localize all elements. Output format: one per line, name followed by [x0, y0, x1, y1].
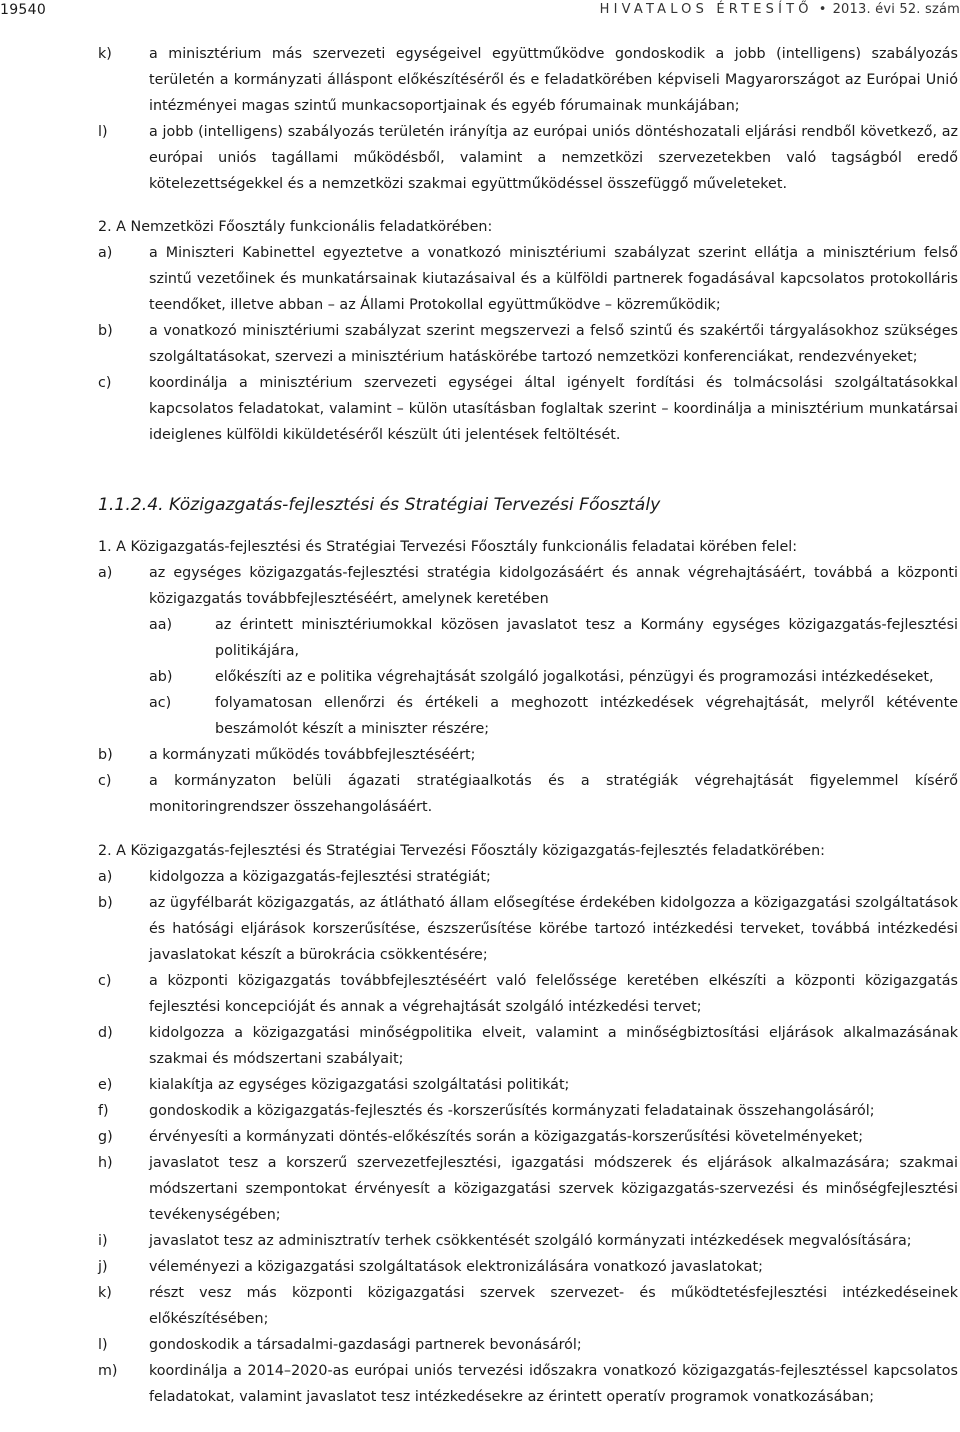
- sub-item-label: ab): [149, 669, 173, 685]
- item-label: b): [98, 895, 113, 911]
- item-text: koordinálja a minisztérium szervezeti egységei által igényelt fordítási és tolmácsolási szolgáltatásokkal kapcsolatos feladatokat, valamint – külön utasításban foglaltak szerint – koordinálja a minisztérium munkatársai ideiglenes külföldi kiküldetéséről készült úti jelentések feltöltését.: [149, 375, 958, 443]
- journal-title: HIVATALOS ÉRTESÍTŐ: [599, 2, 813, 17]
- journal-header: [600, 0, 960, 20]
- section-heading: 1.1.2.4. Közigazgatás-fejlesztési és Stratégiai Tervezési Főosztály: [98, 495, 661, 515]
- list-item: [98, 1098, 958, 1124]
- sub-item-text: folyamatosan ellenőrzi és értékeli a meghozott intézkedések végrehajtását, melyről kétévente beszámolót készít a miniszter részére;: [215, 695, 958, 737]
- sub-item-text: előkészíti az e politika végrehajtását szolgáló jogalkotási, pénzügyi és programozási intézkedéseket,: [215, 669, 934, 685]
- item-label: c): [98, 973, 112, 989]
- page-header: [0, 0, 960, 24]
- item-text: gondoskodik a társadalmi-gazdasági partnerek bevonásáról;: [149, 1337, 582, 1353]
- list-item: [98, 1020, 958, 1072]
- item-label: g): [98, 1129, 113, 1145]
- item-text: a jobb (intelligens) szabályozás területén irányítja az európai uniós döntéshozatali eljárási rendből következő, az európai uniós tagállami működésből, valamint a nemzetközi szervezetekben való tagságból eredő kötelezettségekkel és a nemzetközi szakmai együttműködéssel összefüggő műveleteket.: [149, 124, 958, 192]
- list-item: [98, 240, 958, 318]
- section-intro: 2. A Nemzetközi Főosztály funkcionális feladatkörében:: [98, 219, 493, 235]
- sub-item: [149, 664, 958, 690]
- item-label: c): [98, 773, 112, 789]
- item-text: javaslatot tesz a korszerű szervezetfejlesztési, igazgatási módszerek és eljárások alkalmazására; szakmai módszertani szempontokat érvényesít a közigazgatási szervek közigazgatás-szervezési és minőségfejlesztési tevékenységében;: [149, 1155, 958, 1223]
- item-label: c): [98, 375, 112, 391]
- item-text: a központi közigazgatás továbbfejlesztéséért való felelőssége keretében elkészíti a központi közigazgatás fejlesztési koncepcióját és annak a végrehajtását szolgáló intézkedési tervet;: [149, 973, 958, 1015]
- item-text: javaslatot tesz az adminisztratív terhek csökkentését szolgáló kormányzati intézkedések megvalósítására;: [149, 1233, 912, 1249]
- list-item: [98, 1124, 958, 1150]
- list-item: [98, 864, 958, 890]
- item-label: a): [98, 565, 113, 581]
- item-text: az egységes közigazgatás-fejlesztési stratégia kidolgozásáért és annak végrehajtásáért, továbbá a központi közigazgatás továbbfejlesztéséért, amelynek keretében: [149, 565, 958, 607]
- header-bullet: •: [818, 2, 827, 17]
- list-item: [98, 119, 958, 197]
- item-text: a Miniszteri Kabinettel egyeztetve a vonatkozó minisztériumi szabályzat szerint ellátja a minisztérium felső szintű vezetőinek és munkatársainak kiutazásaival és a külföldi partnerek fogadásával kapcsolatos protokolláris teendőket, illetve abban – az Állami Protokollal együttműködve – közreműködik;: [149, 245, 958, 313]
- item-label: a): [98, 245, 113, 261]
- sub-item-label: aa): [149, 617, 173, 633]
- item-label: f): [98, 1103, 109, 1119]
- list-item: [98, 1150, 958, 1228]
- item-label: a): [98, 869, 113, 885]
- item-label: l): [98, 124, 108, 140]
- sub-item: [149, 612, 958, 664]
- list-item: [98, 370, 958, 448]
- issue-label: 2013. évi 52. szám: [832, 2, 960, 17]
- item-text: a vonatkozó minisztériumi szabályzat szerint megszervezi a felső szintű és szakértői tárgyalásokhoz szükséges szolgáltatásokat, szervezi a minisztérium hatáskörébe tartozó nemzetközi konferenciákat, rendezvényeket;: [149, 323, 958, 365]
- item-text: véleményezi a közigazgatási szolgáltatások elektronizálására vonatkozó javaslatokat;: [149, 1259, 763, 1275]
- item-text: érvényesíti a kormányzati döntés-előkészítés során a közigazgatás-korszerűsítési követelményeket;: [149, 1129, 864, 1145]
- list-item: [98, 1332, 958, 1358]
- item-label: h): [98, 1155, 113, 1171]
- item-text: a minisztérium más szervezeti egységeivel együttműködve gondoskodik a jobb (intelligens) szabályozás területén a kormányzati álláspont előkészítéséről és e feladatkörében képviseli Magyarországot az Európai Unió intézményei magas szintű munkacsoportjainak és egyéb fórumainak munkájában;: [149, 46, 958, 114]
- list-item: [98, 768, 958, 820]
- item-text: kialakítja az egységes közigazgatási szolgáltatási politikát;: [149, 1077, 570, 1093]
- list-item: [98, 968, 958, 1020]
- item-label: j): [98, 1259, 108, 1275]
- item-label: i): [98, 1233, 108, 1249]
- item-text: a kormányzati működés továbbfejlesztéséért;: [149, 747, 476, 763]
- list-item: [98, 41, 958, 119]
- item-label: k): [98, 1285, 112, 1301]
- item-label: b): [98, 747, 113, 763]
- item-label: b): [98, 323, 113, 339]
- list-item: [98, 1254, 958, 1280]
- item-text: gondoskodik a közigazgatás-fejlesztés és -korszerűsítés kormányzati feladatainak összehangolásáról;: [149, 1103, 875, 1119]
- item-text: kidolgozza a közigazgatás-fejlesztési stratégiát;: [149, 869, 491, 885]
- item-text: részt vesz más központi közigazgatási szervek szervezet- és működtetésfejlesztési intézkedéseinek előkészítésében;: [149, 1285, 958, 1327]
- item-label: m): [98, 1363, 118, 1379]
- item-label: d): [98, 1025, 113, 1041]
- page-number: 19540: [0, 2, 47, 18]
- item-text: kidolgozza a közigazgatási minőségpolitika elveit, valamint a minőségbiztosítási eljárások alkalmazásának szakmai és módszertani szabályait;: [149, 1025, 958, 1067]
- section-intro: 2. A Közigazgatás-fejlesztési és Stratégiai Tervezési Főosztály közigazgatás-fejlesztés feladatkörében:: [98, 843, 825, 859]
- sub-item-label: ac): [149, 695, 172, 711]
- list-item: [98, 1280, 958, 1332]
- list-item: [98, 890, 958, 968]
- list-item: [98, 560, 958, 612]
- section-intro: 1. A Közigazgatás-fejlesztési és Stratégiai Tervezési Főosztály funkcionális feladatai körében felel:: [98, 539, 798, 555]
- sub-item: [149, 690, 958, 742]
- list-item: [98, 318, 958, 370]
- sub-item-text: az érintett minisztériumokkal közösen javaslatot tesz a Kormány egységes közigazgatás-fejlesztési politikájára,: [215, 617, 958, 659]
- list-item: [98, 1072, 958, 1098]
- item-text: koordinálja a 2014–2020-as európai uniós tervezési időszakra vonatkozó közigazgatás-fejlesztéssel kapcsolatos feladatokat, valamint javaslatot tesz intézkedésekre az érintett operatív programok vonatkozásában;: [149, 1363, 958, 1405]
- list-item: [98, 742, 958, 768]
- item-text: a kormányzaton belüli ágazati stratégiaalkotás és a stratégiák végrehajtását figyelemmel kísérő monitoringrendszer összehangolásáért.: [149, 773, 958, 815]
- item-text: az ügyfélbarát közigazgatás, az átlátható állam elősegítése érdekében kidolgozza a közigazgatási szolgáltatások és hatósági eljárások korszerűsítése, észszerűsítése körébe tartozó intézkedési terveket, továbbá intézkedési javaslatokat készít a bürokrácia csökkentésére;: [149, 895, 958, 963]
- item-label: l): [98, 1337, 108, 1353]
- list-item: [98, 1228, 958, 1254]
- item-label: e): [98, 1077, 113, 1093]
- document-body: [98, 41, 958, 1410]
- list-item: [98, 1358, 958, 1410]
- item-label: k): [98, 46, 112, 62]
